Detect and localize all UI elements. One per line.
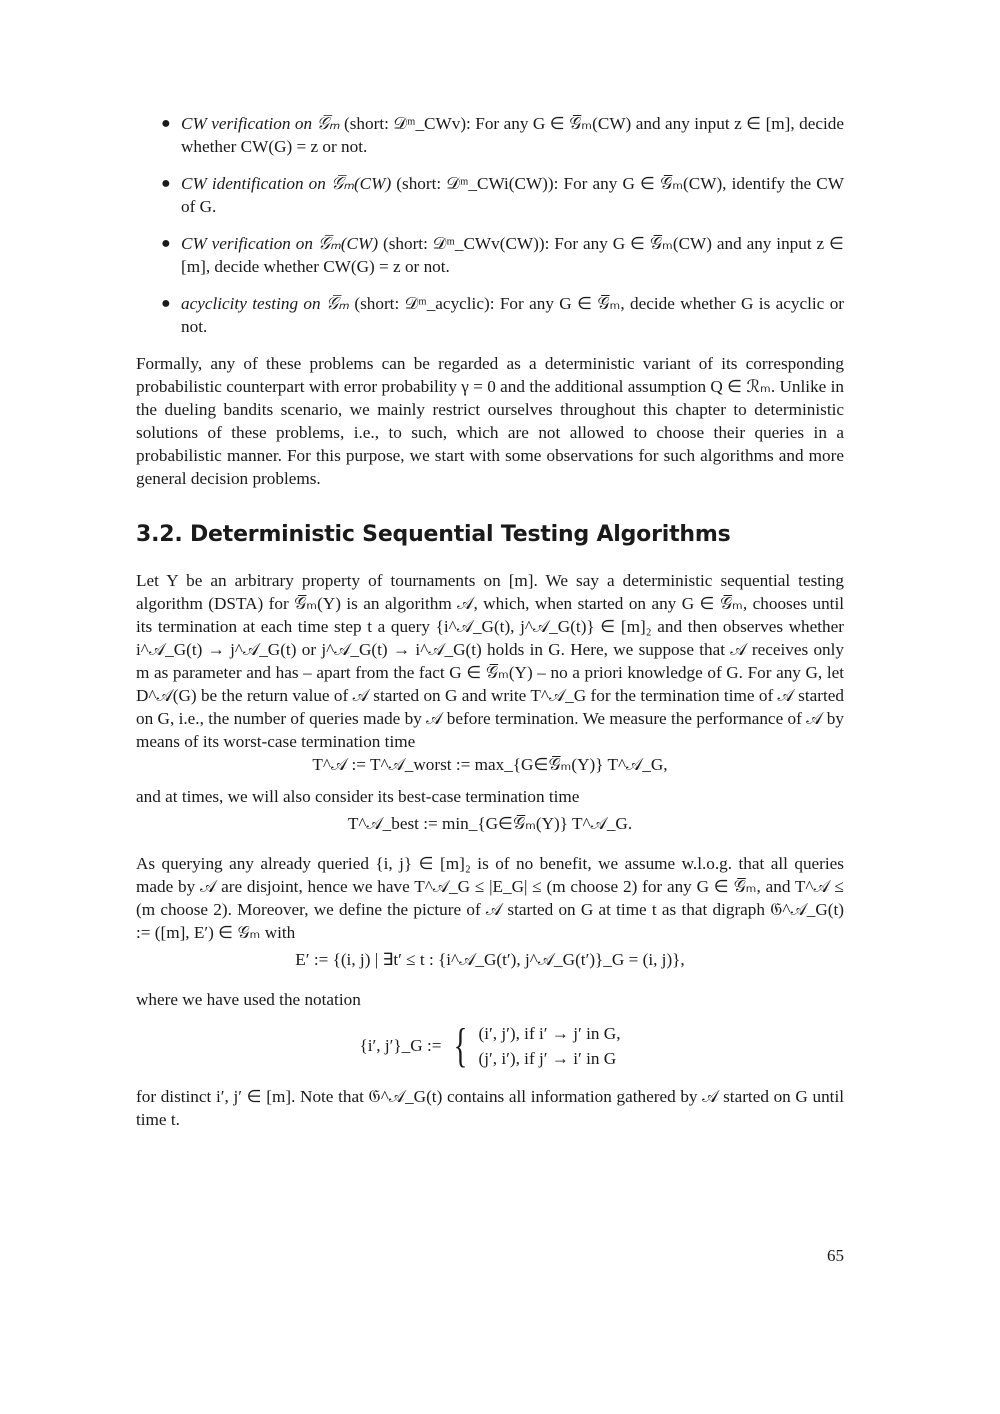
equation-best-case: T^𝒜_best := min_{G∈𝒢̅ₘ(Y)} T^𝒜_G. [347,814,633,833]
page-number: 65 [827,1246,844,1265]
case-row: (i′, j′), if i′ → j′ in G, [478,1024,621,1043]
case-row: (j′, i′), if j′ → i′ in G [478,1049,617,1068]
list-item [136,172,844,218]
equation-edge-set: E′ := {(i, j) | ∃t′ ≤ t : {i^𝒜_G(t′), j^𝒜_G(t′)}_G = (i, j)}, [295,950,685,969]
paragraph-picture: As querying any already queried {i, j} ∈ [m]₂ is of no benefit, we assume w.l.o.g. that all queries made by 𝒜 are disjoint, hence we have T^𝒜_G ≤ |E_G| ≤ (m choose 2) for any G ∈ 𝒢̅ₘ, and T^𝒜 ≤ (m choose 2). Moreover, we define the picture of 𝒜 started on G at time t as that digraph 𝔊^𝒜_G(t) := ([m], E′) ∈ 𝒢ₘ with [136,854,844,942]
bullet-term: acyclicity testing on 𝒢̅ₘ [181,294,349,313]
bullet-text: (short: 𝒟ᵐ_CWv(CW)): For any G ∈ 𝒢̅ₘ(CW) and any input z ∈ [m], decide whether CW(G) = z or not. [181,234,845,276]
equation-cases [136,1021,844,1071]
bullet-list [136,112,844,338]
paragraph-dsta-definition: Let Y be an arbitrary property of tournaments on [m]. We say a deterministic sequential testing algorithm (DSTA) for 𝒢̅ₘ(Y) is an algorithm 𝒜, which, when started on any G ∈ 𝒢̅ₘ, chooses until its termination at each time step t a query {i^𝒜_G(t), j^𝒜_G(t)} ∈ [m]₂ and then observes whether i^𝒜_G(t) → j^𝒜_G(t) or j^𝒜_G(t) → i^𝒜_G(t) holds in G. Here, we suppose that 𝒜 receives only m as parameter and has – apart from the fact G ∈ 𝒢̅ₘ(Y) – no a priori knowledge of G. For any G, let D^𝒜(G) be the return value of 𝒜 started on G and write T^𝒜_G for the termination time of 𝒜 started on G, i.e., the number of queries made by 𝒜 before termination. We measure the performance of 𝒜 by means of its worst-case termination time [136,571,844,751]
bullet-term: CW verification on 𝒢̅ₘ [181,114,340,133]
bullet-icon: ● [161,235,171,252]
left-brace-icon: { [454,1019,468,1072]
paragraph-best-case: and at times, we will also consider its best-case termination time [136,787,580,806]
page-body [136,112,844,1131]
section-heading: 3.2. Deterministic Sequential Testing Algorithms [136,522,731,547]
equation-worst-case: T^𝒜 := T^𝒜_worst := max_{G∈𝒢̅ₘ(Y)} T^𝒜_G, [312,755,668,774]
cases-lhs: {i′, j′}_G := [359,1036,442,1055]
list-item [136,232,844,278]
bullet-icon: ● [161,175,171,192]
bullet-term: CW verification on 𝒢̅ₘ(CW) [181,234,379,253]
list-item [136,292,844,338]
bullet-text: (short: 𝒟ᵐ_acyclic): For any G ∈ 𝒢̅ₘ, decide whether G is acyclic or not. [181,294,845,336]
bullet-icon: ● [161,295,171,312]
bullet-icon: ● [161,115,171,132]
bullet-text: (short: 𝒟ᵐ_CWi(CW)): For any G ∈ 𝒢̅ₘ(CW), identify the CW of G. [181,174,844,216]
paragraph-final: for distinct i′, j′ ∈ [m]. Note that 𝔊^𝒜_G(t) contains all information gathered by 𝒜 started on G until time t. [136,1087,844,1129]
bullet-text: (short: 𝒟ᵐ_CWv): For any G ∈ 𝒢̅ₘ(CW) and any input z ∈ [m], decide whether CW(G) = z or not. [181,114,845,156]
list-item [136,112,844,158]
paragraph-notation: where we have used the notation [136,990,361,1009]
paragraph-formally: Formally, any of these problems can be regarded as a deterministic variant of its corresponding probabilistic counterpart with error probability γ = 0 and the additional assumption Q ∈ ℛₘ. Unlike in the dueling bandits scenario, we mainly restrict ourselves throughout this chapter to deterministic solutions of these problems, i.e., to such, which are not allowed to choose their queries in a probabilistic manner. For this purpose, we start with some observations for such algorithms and more general decision problems. [136,354,844,488]
bullet-term: CW identification on 𝒢̅ₘ(CW) [181,174,392,193]
cases-rows [478,1021,620,1071]
